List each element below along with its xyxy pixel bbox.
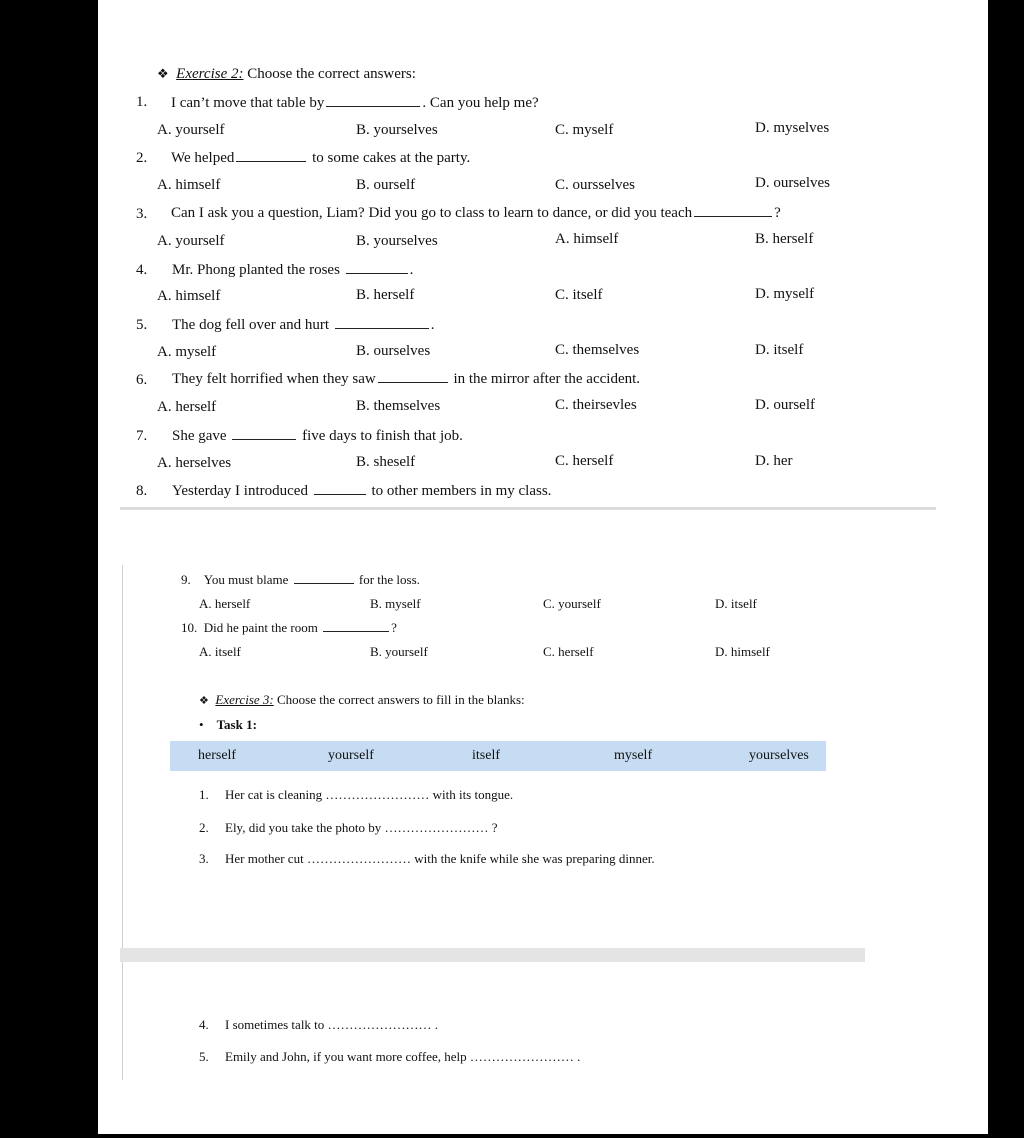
exercise-3-instruction: Choose the correct answers to fill in the blanks: — [273, 692, 525, 707]
question-9: 9. You must blame for the loss. — [181, 572, 420, 587]
question-8-text: Yesterday I introduced to other members in my class. — [172, 483, 552, 499]
q9-option-b: B. myself — [370, 596, 421, 611]
question-3-text: Can I ask you a question, Liam? Did you go to class to learn to dance, or did you teach ? — [171, 205, 781, 221]
question-4-num: 4. — [136, 262, 148, 278]
word-bank-item: itself — [472, 748, 500, 763]
q1-option-b: B. yourselves — [356, 122, 438, 138]
word-bank-item: yourselves — [749, 748, 809, 763]
question-10: 10. Did he paint the room ? — [181, 620, 397, 635]
word-bank — [170, 741, 826, 771]
q3-option-a: A. yourself — [157, 233, 225, 249]
diamond-bullet-icon: ❖ — [199, 695, 209, 707]
page-edge — [122, 962, 123, 1080]
question-4-text: Mr. Phong planted the roses . — [172, 262, 414, 278]
page-separator — [120, 507, 936, 510]
question-5-text: The dog fell over and hurt . — [172, 317, 435, 333]
q9-option-d: D. itself — [715, 596, 757, 611]
question-2-num: 2. — [136, 150, 148, 166]
q4-option-c: C. itself — [555, 287, 603, 303]
q4-option-a: A. himself — [157, 288, 221, 304]
exercise-2-instruction: Choose the correct answers: — [243, 66, 416, 82]
task-item-2: 2. Ely, did you take the photo by …………………… ? — [199, 820, 498, 835]
q9-option-c: C. yourself — [543, 596, 601, 611]
q7-option-b: B. sheself — [356, 454, 416, 470]
task-item-1: 1. Her cat is cleaning …………………… with its tongue. — [199, 787, 514, 802]
q10-option-d: D. himself — [715, 644, 770, 659]
document-page — [98, 0, 988, 1134]
exercise-2-heading — [157, 66, 416, 83]
q1-option-d: D. myselves — [755, 120, 830, 136]
q5-option-a: A. myself — [157, 344, 217, 360]
q7-option-d: D. her — [755, 453, 793, 469]
q2-option-a: A. himself — [157, 177, 221, 193]
answer-blank — [335, 316, 429, 329]
task-1-heading: • Task 1: — [199, 717, 257, 732]
bullet-dot-icon: • — [199, 717, 204, 732]
task-item-3: 3. Her mother cut …………………… with the knife while she was preparing dinner. — [199, 851, 655, 866]
q5-option-c: C. themselves — [555, 342, 640, 358]
q6-option-b: B. themselves — [356, 398, 441, 414]
answer-blank — [378, 370, 448, 383]
answer-blank — [326, 94, 420, 107]
word-bank-item: myself — [614, 748, 653, 763]
q4-option-d: D. myself — [755, 286, 815, 302]
answer-blank — [694, 204, 772, 217]
q1-option-a: A. yourself — [157, 122, 225, 138]
answer-blank — [232, 427, 296, 440]
q1-option-c: C. myself — [555, 122, 614, 138]
question-6-text: They felt horrified when they saw in the mirror after the accident. — [172, 371, 641, 387]
q7-option-a: A. herselves — [157, 455, 232, 471]
answer-blank — [236, 149, 306, 162]
answer-blank — [346, 261, 408, 274]
q6-option-d: D. ourself — [755, 397, 815, 413]
answer-blank — [323, 621, 389, 632]
q9-option-a: A. herself — [199, 596, 251, 611]
page-edge — [122, 565, 123, 950]
diamond-bullet-icon: ❖ — [157, 66, 169, 81]
q2-option-b: B. ourself — [356, 177, 416, 193]
q3-option-d: B. herself — [755, 231, 814, 247]
page-separator — [120, 948, 865, 962]
q4-option-b: B. herself — [356, 287, 415, 303]
exercise-3-heading — [199, 692, 525, 708]
exercise-2-label: Exercise 2: — [176, 66, 244, 82]
q10-option-c: C. herself — [543, 644, 594, 659]
q10-option-a: A. itself — [199, 644, 241, 659]
q2-option-c: C. oursselves — [555, 177, 635, 193]
question-7-num: 7. — [136, 428, 148, 444]
task-item-5: 5. Emily and John, if you want more coffee, help …………………… . — [199, 1049, 581, 1064]
task-item-4: 4. I sometimes talk to …………………… . — [199, 1017, 439, 1032]
exercise-3-label: Exercise 3: — [215, 692, 274, 707]
question-1-text: I can’t move that table by . Can you help me? — [171, 95, 539, 111]
q10-option-b: B. yourself — [370, 644, 428, 659]
q5-option-d: D. itself — [755, 342, 804, 358]
q5-option-b: B. ourselves — [356, 343, 431, 359]
question-2-text: We helped to some cakes at the party. — [171, 150, 471, 166]
question-8-num: 8. — [136, 483, 148, 499]
question-3-num: 3. — [136, 206, 148, 222]
answer-blank — [314, 482, 366, 495]
q3-option-c: A. himself — [555, 231, 619, 247]
question-6-num: 6. — [136, 372, 148, 388]
q3-option-b: B. yourselves — [356, 233, 438, 249]
q7-option-c: C. herself — [555, 453, 614, 469]
word-bank-item: herself — [198, 748, 237, 763]
q2-option-d: D. ourselves — [755, 175, 830, 191]
word-bank-item: yourself — [328, 748, 374, 763]
q6-option-c: C. theirsevles — [555, 397, 637, 413]
question-5-num: 5. — [136, 317, 148, 333]
question-7-text: She gave five days to finish that job. — [172, 428, 463, 444]
question-1: 1. — [136, 94, 148, 110]
q6-option-a: A. herself — [157, 399, 217, 415]
answer-blank — [294, 573, 354, 584]
